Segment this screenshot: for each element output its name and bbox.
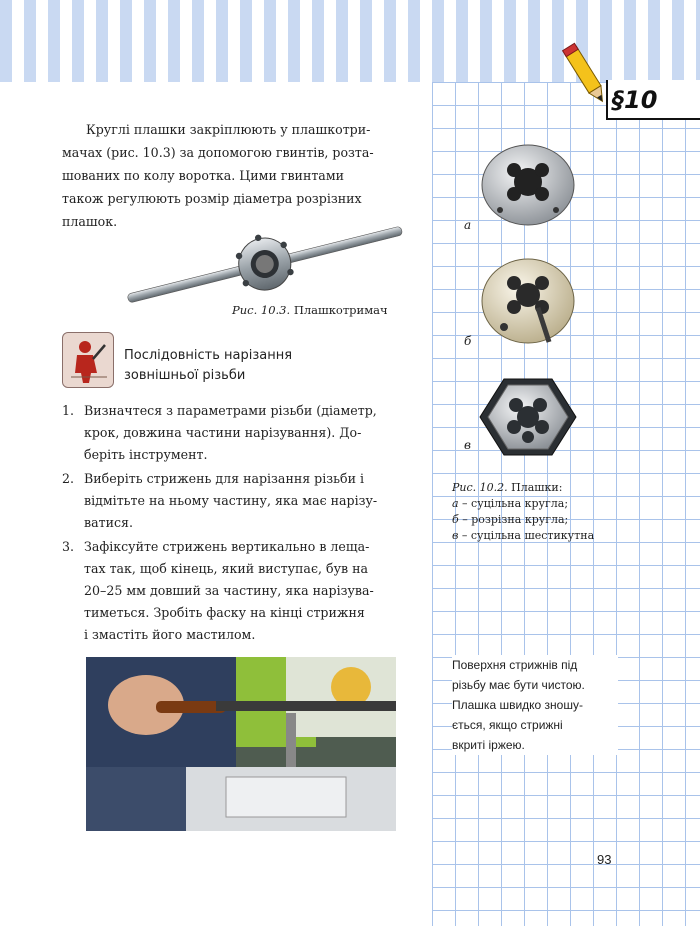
intro-line: мачах (рис. 10.3) за допомогою гвинтів, розта- <box>62 145 374 160</box>
margin-note <box>452 655 618 755</box>
step-item <box>62 468 412 534</box>
step-line: беріть інструмент. <box>84 447 208 462</box>
caption-item <box>452 512 652 528</box>
sequence-title-line: зовнішньої різьби <box>124 368 246 383</box>
figure-10-2-number: Рис. 10.2. <box>452 481 508 494</box>
caption-item <box>452 528 652 544</box>
step-line: відмітьте на ньому частину, яка має нарізу- <box>84 493 378 508</box>
section-number: §10 <box>612 86 658 114</box>
caption-item-letter: б <box>452 513 459 526</box>
note-line: Плашка швидко зношу- <box>452 698 583 712</box>
die-holder-image <box>120 220 410 310</box>
caption-item <box>452 496 652 512</box>
die-c-label: в <box>464 438 471 452</box>
caption-item-text: – суцільна шестикутна <box>458 529 595 542</box>
step-number: 3. <box>62 539 75 554</box>
figure-10-2-caption <box>452 480 652 544</box>
step-line: 20–25 мм довший за частину, яка нарізува- <box>84 583 374 598</box>
intro-line: шованих по колу воротка. Цими гвинтами <box>62 168 345 183</box>
step-item <box>62 536 412 646</box>
sequence-heading <box>124 346 292 386</box>
figure-10-2-text: Плашки: <box>511 481 563 494</box>
step-number: 2. <box>62 471 75 486</box>
step-item <box>62 400 412 466</box>
figure-10-3-text: Плашкотримач <box>293 303 388 317</box>
step-number: 1. <box>62 403 75 418</box>
note-line: вкриті іржею. <box>452 738 525 752</box>
page-number: 93 <box>597 852 612 867</box>
die-a-label: а <box>464 218 472 232</box>
figure-10-3-number: Рис. 10.3. <box>232 303 291 317</box>
step-line: Визначтеся з параметрами різьби (діаметр, <box>84 403 377 418</box>
caption-item-text: – розрізна кругла; <box>458 513 569 526</box>
solid-hex-die-image <box>478 375 578 459</box>
split-round-die-image <box>478 255 578 347</box>
figure-10-3-caption <box>232 303 388 317</box>
die-b-label: б <box>464 334 472 348</box>
solid-round-die-image <box>478 140 578 230</box>
vise-photo <box>86 657 396 831</box>
note-line: ється, якщо стрижні <box>452 718 563 732</box>
sequence-title-line: Послідовність нарізання <box>124 348 293 363</box>
note-line: різьбу має бути чистою. <box>452 678 585 692</box>
worker-pictogram-icon <box>62 332 114 388</box>
step-line: крок, довжина частини нарізування). До- <box>84 425 362 440</box>
caption-item-letter: в <box>452 529 459 542</box>
steps-list <box>62 400 412 648</box>
intro-paragraph <box>62 118 414 233</box>
step-line: ватися. <box>84 515 133 530</box>
note-line: Поверхня стрижнів під <box>452 658 578 672</box>
caption-item-text: – суцільна кругла; <box>458 497 569 510</box>
step-line: і змастіть його мастилом. <box>84 627 256 642</box>
step-line: Зафіксуйте стрижень вертикально в леща- <box>84 539 370 554</box>
step-line: Виберіть стрижень для нарізання різьби і <box>84 471 364 486</box>
intro-line: Круглі плашки закріплюють у плашкотри- <box>86 122 371 137</box>
step-line: тиметься. Зробіть фаску на кінці стрижня <box>84 605 365 620</box>
pencil-icon <box>562 40 610 110</box>
intro-line: також регулюють розмір діаметра розрізних <box>62 191 362 206</box>
caption-item-letter: а <box>452 497 459 510</box>
step-line: тах так, щоб кінець, який виступає, був на <box>84 561 368 576</box>
intro-line: плашок. <box>62 214 118 229</box>
